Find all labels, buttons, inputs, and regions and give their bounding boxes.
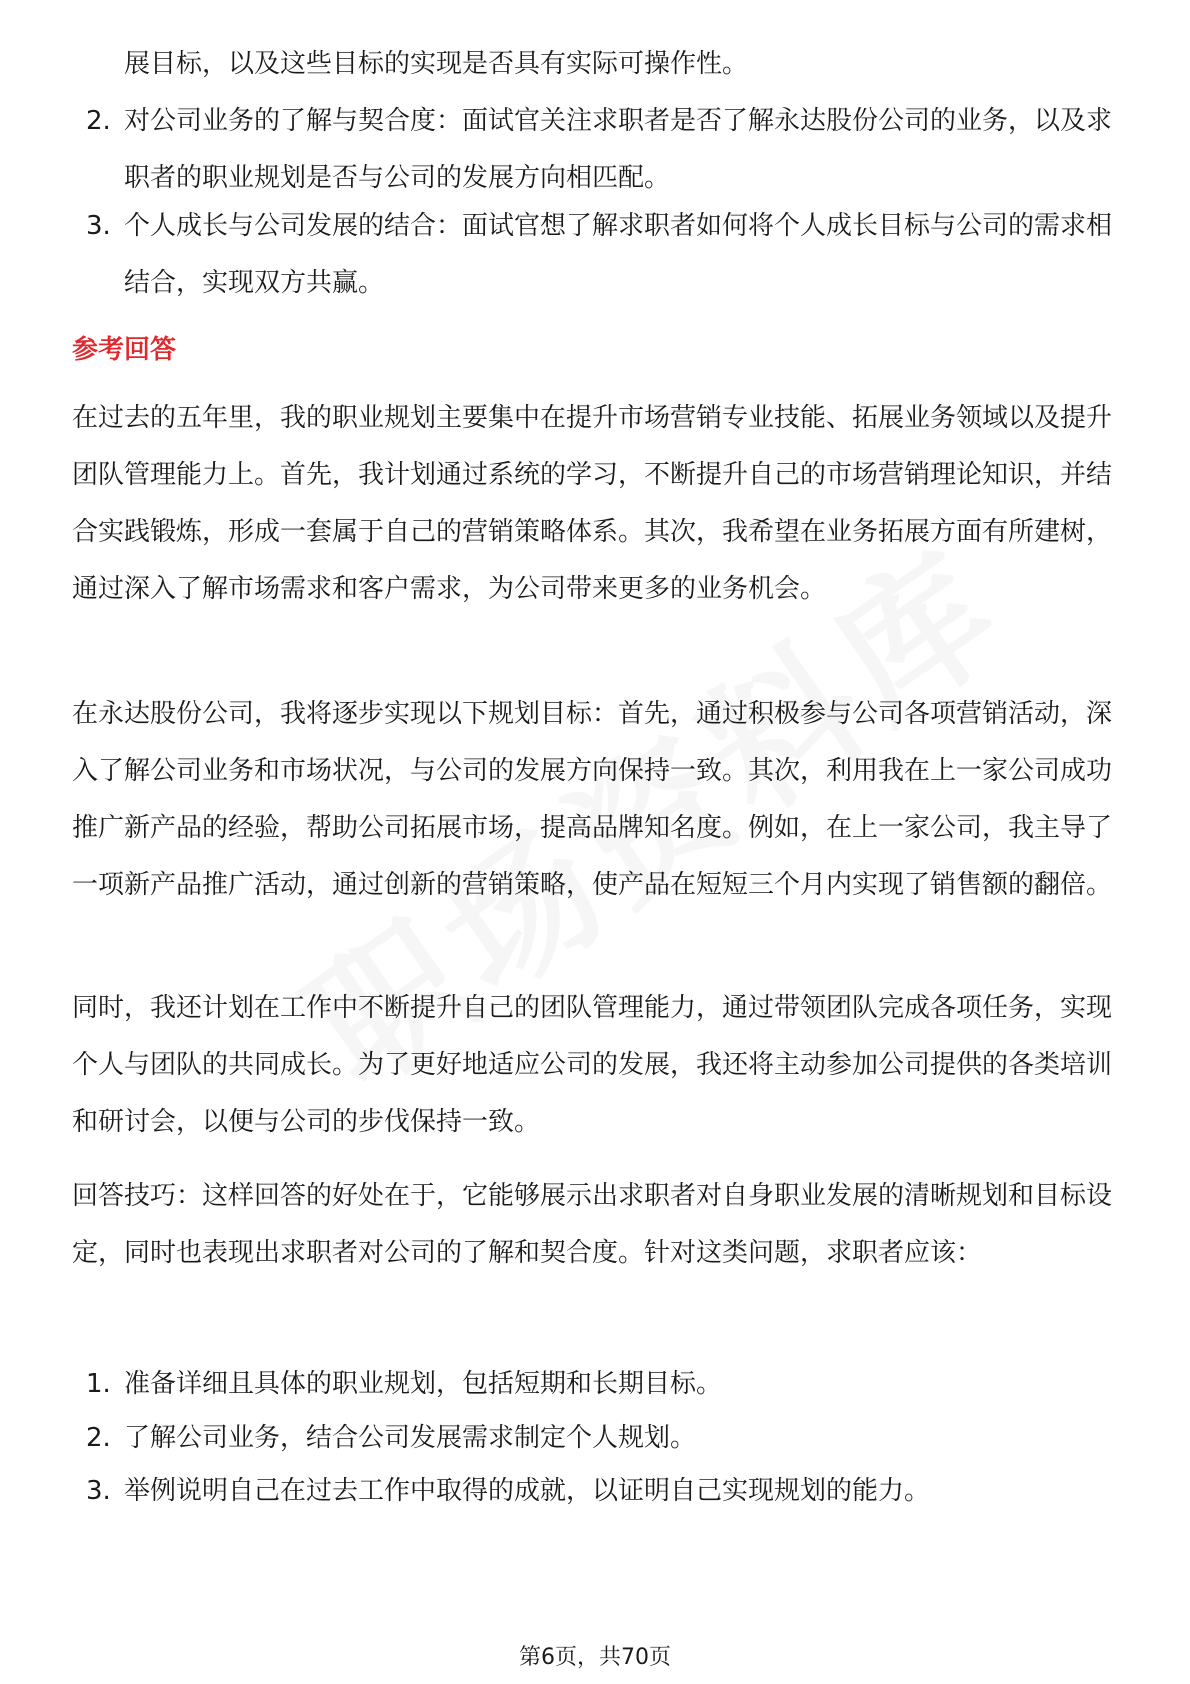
list-text: 了解公司业务，结合公司发展需求制定个人规划。 [124, 1423, 697, 1453]
list-number: 2. [86, 106, 111, 136]
consideration-item [72, 93, 1122, 207]
paragraph: 同时，我还计划在工作中不断提升自己的团队管理能力，通过带领团队完成各项任务，实现个人与团队的共同成长。为了更好地适应公司的发展，我还将主动参加公司提供的各类培训和研讨会，以便与公司的步伐保持一致。 [72, 993, 1113, 1137]
page-footer: 第6页，共70页 [519, 1645, 671, 1670]
list-text: 举例说明自己在过去工作中取得的成就，以证明自己实现规划的能力。 [124, 1476, 931, 1506]
list-text: 准备详细且具体的职业规划，包括短期和长期目标。 [124, 1369, 723, 1399]
consideration-item [72, 198, 1122, 312]
list-number: 3. [86, 211, 111, 241]
tip-item [72, 1463, 1122, 1520]
paragraph: 回答技巧：这样回答的好处在于，它能够展示出求职者对自身职业发展的清晰规划和目标设定，同时也表现出求职者对公司的了解和契合度。针对这类问题，求职者应该： [72, 1181, 1113, 1268]
tip-item [72, 1410, 1122, 1467]
section-heading: 参考回答 [72, 335, 177, 365]
paragraph: 在过去的五年里，我的职业规划主要集中在提升市场营销专业技能、拓展业务领域以及提升团队管理能力上。首先，我计划通过系统的学习，不断提升自己的市场营销理论知识，并结合实践锻炼，形成一套属于自己的营销策略体系。其次，我希望在业务拓展方面有所建树，通过深入了解市场需求和客户需求，为公司带来更多的业务机会。 [72, 403, 1113, 604]
list-number: 1. [86, 1369, 111, 1399]
list-number: 3. [86, 1476, 111, 1506]
list-number: 2. [86, 1423, 111, 1453]
paragraph: 在永达股份公司，我将逐步实现以下规划目标：首先，通过积极参与公司各项营销活动，深入了解公司业务和市场状况，与公司的发展方向保持一致。其次，利用我在上一家公司成功推广新产品的经验，帮助公司拓展市场，提高品牌知名度。例如，在上一家公司，我主导了一项新产品推广活动，通过创新的营销策略，使产品在短短三个月内实现了销售额的翻倍。 [72, 699, 1113, 900]
tip-item [72, 1356, 1122, 1413]
list-text: 对公司业务的了解与契合度：面试官关注求职者是否了解永达股份公司的业务，以及求职者的职业规划是否与公司的发展方向相匹配。 [124, 106, 1113, 193]
list-text: 个人成长与公司发展的结合：面试官想了解求职者如何将个人成长目标与公司的需求相结合，实现双方共赢。 [124, 211, 1113, 298]
list-item-continuation: 展目标，以及这些目标的实现是否具有实际可操作性。 [124, 49, 749, 79]
